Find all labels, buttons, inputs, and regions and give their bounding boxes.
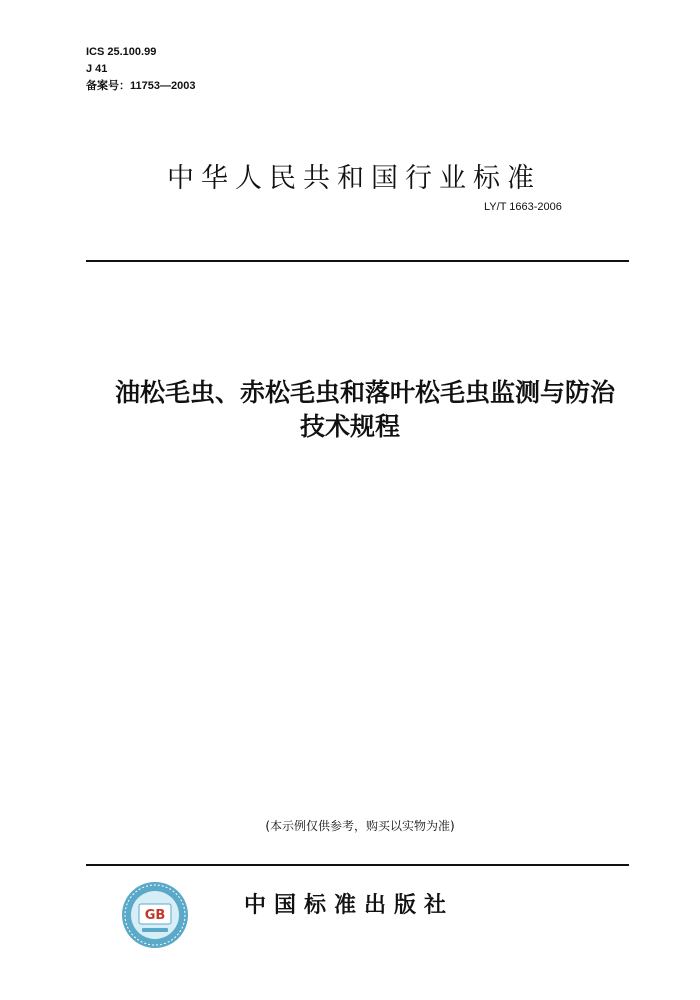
document-title-line-1: 油松毛虫、赤松毛虫和落叶松毛虫监测与防治 <box>114 378 615 407</box>
ccs-code: J 41 <box>86 63 108 75</box>
standard-metadata <box>86 44 195 95</box>
publisher-seal-icon <box>120 880 190 950</box>
bottom-divider <box>86 864 629 866</box>
sample-disclaimer: (本示例仅供参考，购买以实物为准) <box>265 819 455 833</box>
top-divider <box>86 260 629 262</box>
publisher-name: 中国标准出版社 <box>244 893 455 918</box>
svg-text:GB: GB <box>144 908 166 923</box>
ics-code: ICS 25.100.99 <box>86 46 157 58</box>
standard-code: LY/T 1663-2006 <box>484 201 562 213</box>
document-title-line-2: 技术规程 <box>299 412 400 441</box>
standard-category-title: 中华人民共和国行业标准 <box>167 163 541 194</box>
filing-number: 备案号：11753—2003 <box>86 80 196 92</box>
document-title <box>0 376 700 444</box>
